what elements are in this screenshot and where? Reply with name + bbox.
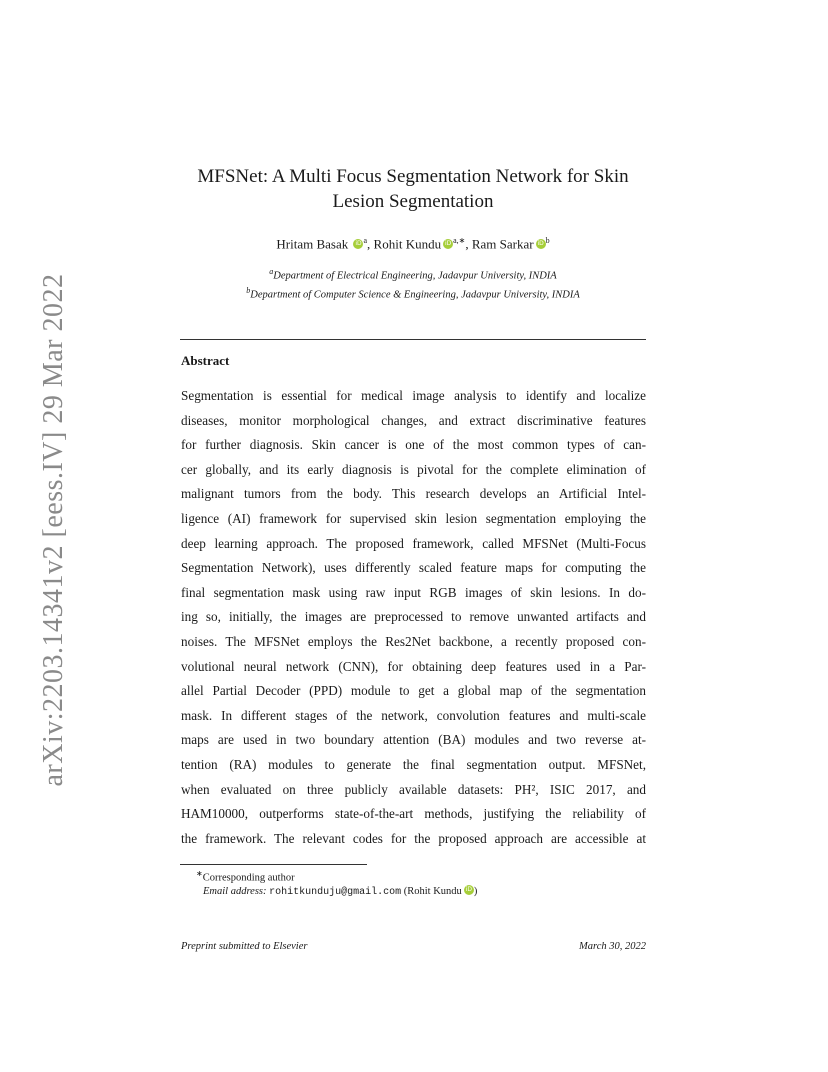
abstract-line: Segmentation Network), uses differently scaled feature maps for computing the — [181, 560, 646, 576]
footnote-email — [203, 885, 477, 898]
email-label: Email address: — [203, 886, 267, 897]
abstract-line: ligence (AI) framework for supervised skin lesion segmentation employing the — [181, 510, 646, 526]
email-owner-close: ) — [473, 886, 478, 897]
abstract-line: noises. The MFSNet employs the Res2Net backbone, a recently proposed con- — [181, 633, 646, 649]
affiliation-b — [170, 284, 656, 303]
orcid-icon[interactable]: iD — [537, 240, 544, 248]
abstract-line: volutional neural network (CNN), for obtaining deep features used in a Par- — [181, 658, 646, 674]
author-name: Hritam Basak — [276, 236, 349, 252]
orcid-icon[interactable]: iD — [444, 240, 452, 248]
abstract-line: malignant tumors from the body. This research develops an Artificial Intel- — [181, 486, 646, 502]
footnote-mark: ∗ — [196, 869, 203, 878]
email-owner: (Rohit Kundu — [403, 886, 462, 897]
author-affil-mark: a — [363, 236, 368, 245]
abstract-line: final segmentation mask using raw input RGB images of skin lesions. In do- — [181, 584, 646, 600]
title-line-2: Lesion Segmentation — [332, 191, 494, 212]
abstract-line: for further diagnosis. Skin cancer is one of the most common types of can- — [181, 437, 646, 453]
abstract-line: when evaluated on three publicly available datasets: PH², ISIC 2017, and — [181, 781, 646, 797]
abstract-body — [181, 384, 646, 851]
abstract-line: Segmentation is essential for medical image analysis to identify and localize — [181, 388, 646, 403]
author-name: Rohit Kundu — [373, 236, 442, 252]
email-link[interactable]: rohitkunduju@gmail.com — [269, 887, 402, 898]
orcid-icon[interactable]: iD — [355, 240, 362, 248]
footnote-text: Corresponding author — [202, 872, 295, 884]
top-divider — [180, 339, 646, 340]
footnote-corresponding — [196, 869, 295, 884]
abstract-line: ing so, initially, the images are preprocessed to remove unwanted artifacts and — [181, 609, 646, 625]
affil-text: Department of Electrical Engineering, Jadavpur University, INDIA — [273, 270, 557, 282]
footer-date: March 30, 2022 — [579, 941, 646, 952]
author-affil-mark: a,∗ — [453, 236, 466, 245]
abstract-line: maps are used in two boundary attention (BA) modules and two reverse at- — [181, 732, 646, 748]
footer-preprint: Preprint submitted to Elsevier — [181, 941, 308, 952]
author-name: Ram Sarkar — [471, 236, 534, 252]
affil-mark: b — [246, 285, 251, 295]
paper-title — [170, 164, 656, 214]
arxiv-identifier: arXiv:2203.14341v2 [eess.IV] 29 Mar 2022 — [38, 273, 69, 787]
abstract-line: mask. In different stages of the network, convolution features and multi-scale — [181, 707, 646, 723]
affil-mark: a — [269, 267, 274, 276]
abstract-line: cer globally, and its early diagnosis is pivotal for the complete elimination of — [181, 461, 646, 477]
affiliation-a — [170, 265, 656, 284]
orcid-icon[interactable]: iD — [465, 886, 472, 893]
abstract-line: diseases, monitor morphological changes, and extract discriminative features — [181, 412, 646, 428]
abstract-heading: Abstract — [181, 353, 230, 368]
abstract-line: deep learning approach. The proposed framework, called MFSNet (Multi-Focus — [181, 535, 646, 551]
abstract-line: tention (RA) modules to generate the final segmentation output. MFSNet, — [181, 756, 646, 772]
footnote-divider — [180, 864, 367, 865]
abstract-line: HAM10000, outperforms state-of-the-art methods, justifying the reliability of — [181, 806, 646, 822]
abstract-line: allel Partial Decoder (PPD) module to get a global map of the segmentation — [181, 683, 646, 699]
abstract-line: the framework. The relevant codes for the proposed approach are accessible at — [181, 830, 646, 846]
affil-text: Department of Computer Science & Engineering, Jadavpur University, INDIA — [250, 289, 580, 300]
affiliations — [170, 265, 656, 302]
title-line-1: MFSNet: A Multi Focus Segmentation Network for Skin — [197, 166, 629, 187]
author-list: Hritam Basak iD $^a$, Rohit Kundu iD $^{a,∗}$, Ram Sarkar iD $^b$ — [276, 236, 550, 252]
author-affil-mark: b — [545, 236, 550, 245]
